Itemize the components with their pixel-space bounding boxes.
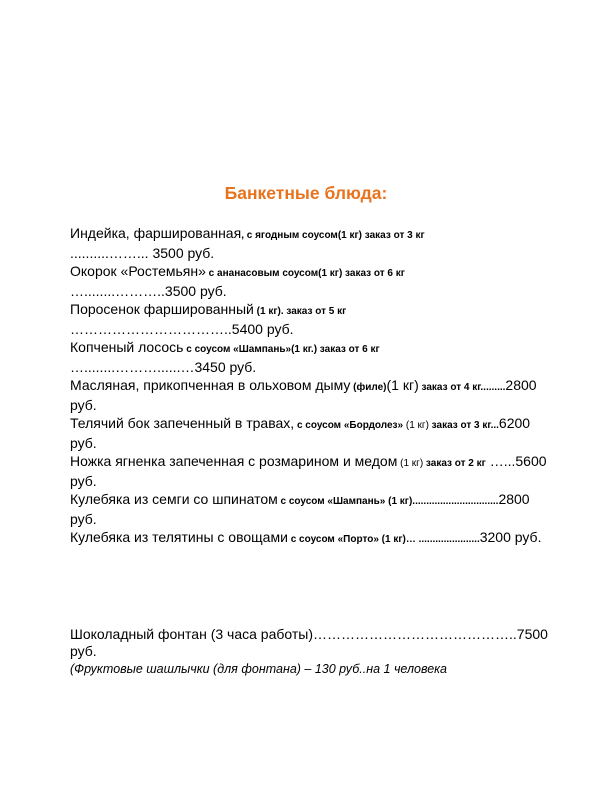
dish-price: 3450 руб. (194, 358, 257, 375)
dish-dots: …………………………….. (70, 320, 232, 337)
dish-dots: …... (485, 453, 516, 469)
fountain-section (70, 626, 560, 677)
dish-item (70, 529, 560, 549)
dish-name: Индейка, фаршированная (70, 225, 242, 241)
dish-item (70, 225, 560, 261)
fountain-price: 7500 руб. (70, 626, 548, 659)
dish-name: Кулебяка из семги со шпинатом (70, 491, 278, 507)
dish-name: Кулебяка из телятины с овощами (70, 529, 288, 545)
dish-item (70, 491, 560, 527)
fountain-note: (Фруктовые шашлычки (для фонтана) – 130 руб..на 1 человека (70, 662, 448, 676)
dish-item (70, 377, 560, 413)
dish-item (70, 415, 560, 451)
dish-description: заказ от 2 кг (423, 458, 486, 469)
dish-dots: ..........……... (70, 244, 149, 261)
dish-description: , с ягодным соусом(1 кг) заказ от 3 кг (241, 230, 425, 241)
dish-name: Копченый лосось (70, 339, 184, 355)
dish-name: Масляная, прикопченная в ольховом дыму (70, 377, 351, 393)
dish-description: с соусом «Шампань»(1 кг.) заказ от 6 кг (183, 344, 380, 355)
page-title: Банкетные блюда: (224, 183, 388, 203)
dish-description: (1 кг). заказ от 5 кг (253, 306, 347, 317)
dish-name: Поросенок фаршированный (70, 301, 254, 317)
dish-weight: (1 кг) (403, 420, 429, 431)
dish-description: с соусом «Бордолез» (294, 420, 404, 431)
dish-extra: (филе) (350, 382, 387, 393)
dish-price: 5600 руб. (70, 453, 547, 489)
dish-item (70, 263, 560, 299)
dish-description: с соусом «Порто» (1 кг)… ...................... (287, 534, 480, 545)
dish-list (70, 225, 560, 551)
dish-weight: (1 кг) (386, 377, 419, 393)
dish-price: 5400 руб. (231, 320, 294, 337)
dish-price: 6200 руб. (70, 415, 531, 451)
dish-price: 2800 руб. (70, 491, 530, 527)
dish-name: Окорок «Ростемьян» (70, 263, 206, 279)
dish-item (70, 301, 560, 337)
dish-name: Телячий бок запеченный в травах, (70, 415, 295, 431)
dish-price: 3500 руб. (164, 282, 227, 299)
dish-description: с соусом «Шампань» (1 кг)............................... (277, 496, 499, 507)
dish-price: 2800 руб. (70, 377, 537, 413)
dish-weight: (1 кг) (397, 458, 424, 469)
dish-dots: …........……….. (70, 282, 165, 299)
dish-item (70, 453, 560, 489)
dish-name: Ножка ягненка запеченная с розмарином и медом (70, 453, 398, 469)
dish-price: 3500 руб. (148, 244, 215, 261)
dish-description: с ананасовым соусом(1 кг) заказ от 6 кг (205, 268, 405, 279)
dish-dots: …........………......… (70, 358, 195, 375)
dish-price: 3200 руб. (479, 529, 542, 545)
dish-description-2: заказ от 3 кг... (428, 420, 499, 431)
dish-description: заказ от 4 кг......... (418, 382, 506, 393)
fountain-text: Шоколадный фонтан (3 часа работы)…………………………………….. (70, 626, 517, 642)
dish-item (70, 339, 560, 375)
